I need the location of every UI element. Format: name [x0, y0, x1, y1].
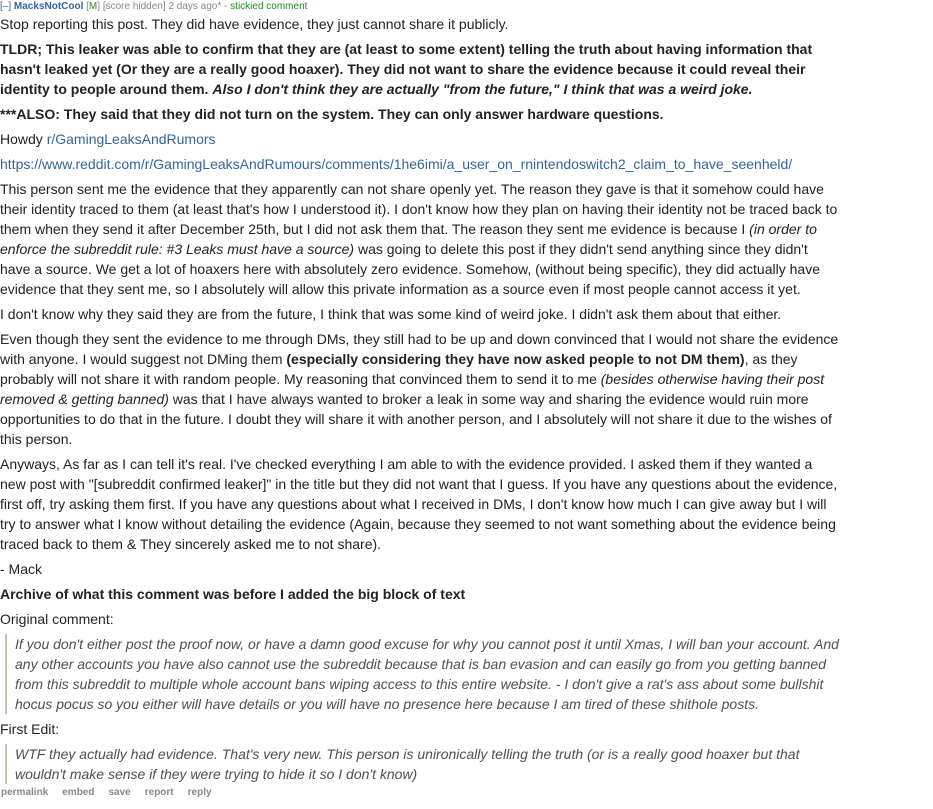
evidence-text-a: This person sent me the evidence that they apparently can not share openly yet. The reason they gave is that it somehow could have their identity traced to them (at least that's how I understood it). I don't know how they plan on having their identity not be traced back to them when they send it after December 25th, but I did not ask them that. The reason they sent me evidence is because I: [0, 181, 838, 237]
paragraph-dms: [0, 329, 840, 449]
archive-heading: Archive of what this comment was before I added the big block of text: [0, 586, 466, 602]
comment-body: [0, 14, 840, 784]
report-button[interactable]: report: [144, 787, 174, 798]
howdy-text: Howdy: [0, 131, 47, 147]
quote-first-edit-text: WTF they actually had evidence. That's very new. This person is unironically telling the truth (or is a really good hoaxer but that wouldn't make sense if they were trying to hide it so I don't know): [15, 746, 800, 782]
quote-first-edit: [5, 744, 840, 784]
mod-bracket-close: ]: [97, 1, 101, 12]
evidence-text-b: was going to delete this post if they didn't send anything since they didn't have a source. We get a lot of hoaxers here with absolutely zero evidence. Somehow, (without being specific), they did actually have evidence that they sent me, so I absolutely will allow this private information as a source even if most people cannot access it yet.: [0, 241, 820, 297]
collapse-toggle[interactable]: [–]: [0, 1, 12, 12]
post-url-link[interactable]: https://www.reddit.com/r/GamingLeaksAndRumours/comments/1he6imi/a_user_on_rnintendoswitch2_claim_to_have_seenheld/: [0, 156, 793, 172]
dms-text-a: Even though they sent the evidence to me through DMs, they still had to be up and down convinced that I would not share the evidence with anyone. I would suggest not DMing them: [0, 331, 839, 367]
subreddit-link[interactable]: r/GamingLeaksAndRumors: [46, 131, 216, 147]
save-button[interactable]: save: [108, 787, 131, 798]
paragraph-anyways: Anyways, As far as I can tell it's real. I've checked everything I am able to with the evidence provided. I asked them if they wanted a new post with "[subreddit confirmed leaker]" in the title but they did not want that I guess. If you have any questions about the evidence, first off, try asking them first. If you have any questions about what I received in DMs, I don't know how much I can give away but I will try to answer what I know without detailing the evidence (Again, because they seemed to not want something about the evidence being traced back to them & They sincerely asked me to not share).: [0, 456, 838, 552]
paragraph-evidence: [0, 179, 840, 299]
embed-button[interactable]: embed: [62, 787, 95, 798]
paragraph-howdy: [0, 129, 840, 149]
quote-original-comment: [5, 634, 840, 714]
stickied-label: stickied comment: [230, 1, 308, 12]
paragraph-future-joke: I don't know why they said they are from the future, I think that was some kind of weird joke. I didn't ask them about that either.: [0, 306, 782, 322]
paragraph-url: [0, 154, 840, 174]
comment-tagline: [0, 0, 840, 14]
timestamp: 2 days ago*: [168, 1, 222, 12]
author-link[interactable]: MacksNotCool: [13, 1, 84, 12]
tldr-bold: TLDR; This leaker was able to confirm that they are (at least to some extent) telling the truth about having information that hasn't leaked yet (Or they are a really good hoaxer). They did not want to share the evidence because it could reveal their identity to people around them.: [0, 41, 813, 97]
tldr-bold-italic: Also I don't think they are actually "from the future," I think that was a weird joke.: [212, 81, 753, 97]
dms-text-c: was that I have always wanted to broker a leak in some way and sharing the evidence would ruin more opportunities to do that in the future. I doubt they will share it with another person, and I absolutely will not share it due to the wishes of this person.: [0, 391, 832, 447]
paragraph-first-edit-label: First Edit:: [0, 721, 60, 737]
paragraph-archive: [0, 584, 840, 604]
dms-text-b: , as they probably will not share it with random people. My reasoning that convinced them to send it to me: [0, 351, 798, 387]
paragraph-original-label: Original comment:: [0, 611, 114, 627]
reply-button[interactable]: reply: [187, 787, 212, 798]
tagline-separator: -: [224, 1, 228, 12]
mod-bracket-open: [: [86, 1, 89, 12]
score-label: [score hidden]: [102, 1, 166, 12]
moderator-badge[interactable]: M: [88, 1, 98, 12]
paragraph-tldr: [0, 39, 840, 99]
paragraph-stop-reporting: Stop reporting this post. They did have evidence, they just cannot share it publicly.: [0, 16, 509, 32]
comment-actions: [0, 786, 840, 800]
dms-bold: (especially considering they have now asked people to not DM them): [286, 351, 745, 367]
quote-original-text: If you don't either post the proof now, or have a damn good excuse for why you cannot post it until Xmas, I will ban your account. And any other accounts you have also cannot use the subreddit because that is ban evasion and can easily go from you getting banned from this subreddit to multiple whole account bans wiping access to this entire website. - I don't give a rat's ass about some bullshit hocus pocus so you either will have details or you will have no presence here because I am tired of these shithole posts.: [15, 636, 839, 712]
also-bold: ***ALSO: They said that they did not turn on the system. They can only answer hardware questions.: [0, 106, 664, 122]
evidence-italic: (in order to enforce the subreddit rule: #3 Leaks must have a source): [0, 221, 817, 257]
permalink-button[interactable]: permalink: [1, 787, 49, 798]
paragraph-signature: - Mack: [0, 561, 42, 577]
paragraph-also: [0, 104, 840, 124]
dms-italic: (besides otherwise having their post removed & getting banned): [0, 371, 825, 407]
